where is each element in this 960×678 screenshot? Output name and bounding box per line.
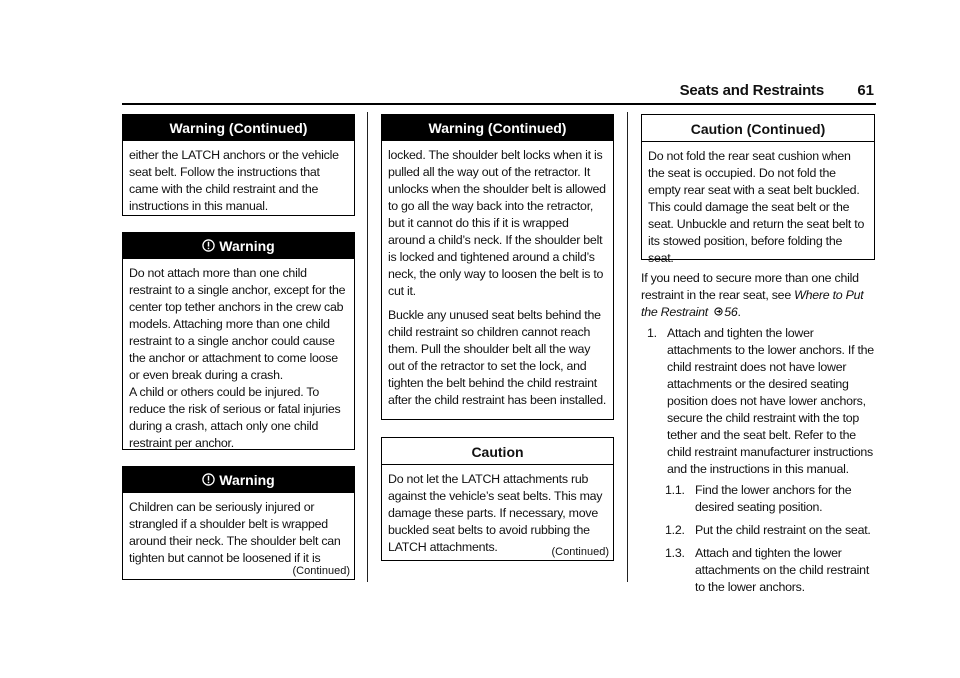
- warning-icon: [202, 473, 215, 486]
- list-item: [641, 545, 877, 596]
- step-number: 1.: [647, 326, 657, 340]
- page-reference-icon: [714, 307, 723, 316]
- header-rule: [122, 103, 876, 105]
- warning-icon: [202, 239, 215, 252]
- caution-box: [381, 437, 614, 561]
- cross-reference-link[interactable]: Where to Put the Restraint: [641, 288, 864, 319]
- box-title: Warning (Continued): [382, 115, 613, 141]
- step-list: [641, 325, 877, 596]
- list-item: [641, 522, 877, 539]
- list-item: [647, 325, 877, 478]
- box-title: Caution (Continued): [642, 115, 874, 142]
- continued-label: (Continued): [292, 565, 350, 577]
- intro-text: If you need to secure more than one child restraint in the rear seat, see: [641, 271, 859, 302]
- instructions: [641, 270, 877, 596]
- intro-paragraph: If you need to secure more than one child restraint in the rear seat, see Where to Put the Restraint 56.: [641, 271, 864, 319]
- box-title-bar: [123, 233, 354, 259]
- page-number: 61: [857, 82, 874, 99]
- box-title: Warning: [219, 238, 275, 254]
- box-text: locked. The shoulder belt locks when it is pulled all the way out of the retractor. It unlocks when the shoulder belt is allowed to go all the way back into the retractor, but it cannot do this if it is wrapped around a child’s neck. If the shoulder belt is locked and tightened around a child’s neck, the only way to loosen the belt is to cut it.: [388, 148, 606, 298]
- cross-reference-page[interactable]: 56: [724, 305, 738, 319]
- section-title: Seats and Restraints: [679, 82, 824, 99]
- column-divider: [367, 112, 368, 582]
- box-text: Buckle any unused seat belts behind the child restraint so children cannot reach them. Pull the shoulder belt all the way out of the retractor to set the lock, and tighten the belt behind the child restraint after the child restraint has been installed.: [388, 308, 607, 407]
- substep-text: Put the child restraint on the seat.: [695, 523, 871, 537]
- box-text: Do not let the LATCH attachments rub against the vehicle’s seat belts. This may damage these parts. If necessary, move buckled seat belts to avoid rubbing the LATCH attachments.: [388, 472, 603, 554]
- caution-continued-box: [641, 114, 875, 265]
- box-title: Warning: [219, 472, 275, 488]
- list-item: [641, 482, 877, 516]
- page-header: [122, 82, 876, 102]
- box-text: either the LATCH anchors or the vehicle seat belt. Follow the instructions that came with the child restraint and the instructions in this manual.: [129, 148, 339, 213]
- substep-number: 1.3.: [665, 546, 685, 560]
- column-divider: [627, 112, 628, 582]
- substep-text: Find the lower anchors for the desired seating position.: [695, 483, 852, 514]
- box-text: Do not attach more than one child restraint to a single anchor, except for the center top tether anchors in the crew cab models. Attaching more than one child restraint to a single anchor could cause the anchor or attachment to come loose or even break during a crash.: [129, 266, 346, 382]
- substep-number: 1.1.: [665, 483, 685, 497]
- warning-box: [122, 232, 355, 450]
- warning-continued-box: [381, 114, 614, 420]
- box-text: Children can be seriously injured or strangled if a shoulder belt is wrapped around their neck. The shoulder belt can tighten but cannot be loosened if it is: [129, 500, 341, 565]
- box-title: Caution: [382, 438, 613, 465]
- substep-text: Attach and tighten the lower attachments on the child restraint to the lower anchors.: [695, 546, 870, 594]
- substep-number: 1.2.: [665, 523, 685, 537]
- box-text: A child or others could be injured. To reduce the risk of serious or fatal injuries during a crash, attach only one child restraint per anchor.: [129, 385, 341, 450]
- warning-box: [122, 466, 355, 580]
- step-text: Attach and tighten the lower attachments to the lower anchors. If the child restraint does not have lower attachments or the desired seating position does not have lower anchors, secure the child restraint with the top tether and the seat belt. Refer to the child restraint manufacturer instructions and the instructions in this manual.: [667, 326, 874, 476]
- warning-continued-box: [122, 114, 355, 216]
- continued-label: (Continued): [551, 546, 609, 558]
- box-title-bar: [123, 467, 354, 493]
- box-text: Do not fold the rear seat cushion when the seat is occupied. Do not fold the empty rear seat with a seat belt buckled. This could damage the seat belt or the seat. Unbuckle and return the seat belt to its stowed position, before folding the seat.: [648, 149, 865, 265]
- box-title: Warning (Continued): [123, 115, 354, 141]
